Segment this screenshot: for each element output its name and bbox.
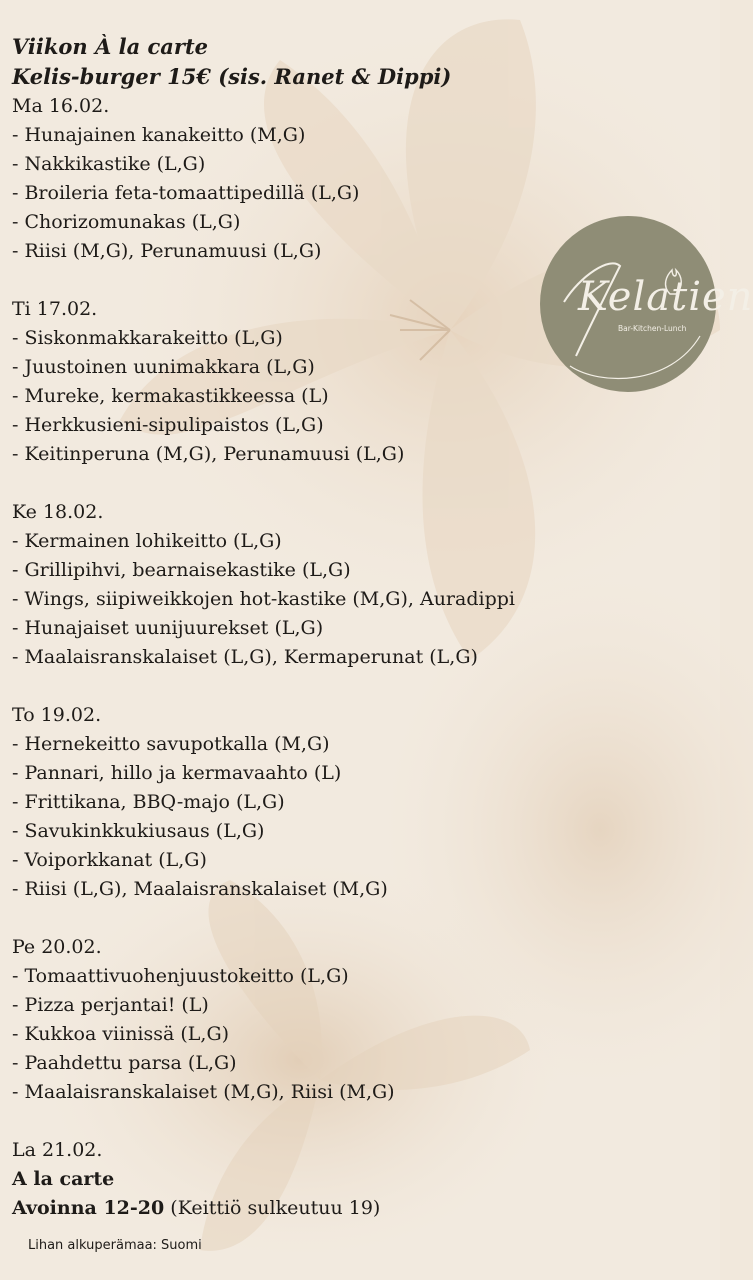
- menu-item: - Voiporkkanat (L,G): [12, 849, 207, 871]
- menu-item: - Maalaisranskalaiset (M,G), Riisi (M,G): [12, 1081, 395, 1103]
- day-section-saturday: [12, 1136, 712, 1223]
- menu-item: - Siskonmakkarakeitto (L,G): [12, 327, 283, 349]
- menu-content: [12, 32, 712, 1223]
- day-heading: La 21.02.: [12, 1139, 103, 1161]
- logo-wordmark: Kelatien: [578, 274, 753, 320]
- day-heading: Ti 17.02.: [12, 298, 98, 320]
- menu-item: - Tomaattivuohenjuustokeitto (L,G): [12, 965, 349, 987]
- flame-icon: [540, 216, 716, 392]
- restaurant-logo: [540, 216, 753, 392]
- menu-item: - Pizza perjantai! (L): [12, 994, 209, 1016]
- menu-title: Viikon À la carte: [12, 34, 209, 59]
- menu-item: - Kermainen lohikeitto (L,G): [12, 530, 282, 552]
- menu-item: - Hernekeitto savupotkalla (M,G): [12, 733, 330, 755]
- menu-item: - Chorizomunakas (L,G): [12, 211, 241, 233]
- day-section-thursday: [12, 701, 712, 904]
- menu-item: - Nakkikastike (L,G): [12, 153, 206, 175]
- kitchen-closing-note: (Keittiö sulkeutuu 19): [170, 1197, 381, 1219]
- menu-item: - Paahdettu parsa (L,G): [12, 1052, 237, 1074]
- day-section-wednesday: [12, 498, 712, 672]
- menu-item: - Kukkoa viinissä (L,G): [12, 1023, 230, 1045]
- menu-item: - Hunajaiset uunijuurekset (L,G): [12, 617, 324, 639]
- menu-item: - Keitinperuna (M,G), Perunamuusi (L,G): [12, 443, 405, 465]
- menu-item: - Frittikana, BBQ-majo (L,G): [12, 791, 285, 813]
- menu-item: - Savukinkkukiusaus (L,G): [12, 820, 265, 842]
- opening-hours-line: [12, 1194, 712, 1223]
- menu-item: - Herkkusieni-sipulipaistos (L,G): [12, 414, 324, 436]
- menu-item: - Wings, siipiweikkojen hot-kastike (M,G), Auradippi: [12, 588, 515, 610]
- day-heading: Ma 16.02.: [12, 95, 110, 117]
- day-heading: Ke 18.02.: [12, 501, 104, 523]
- burger-offer: Kelis-burger 15€ (sis. Ranet & Dippi): [12, 64, 452, 89]
- day-heading: To 19.02.: [12, 704, 102, 726]
- menu-item: - Grillipihvi, bearnaisekastike (L,G): [12, 559, 351, 581]
- menu-item: - Riisi (M,G), Perunamuusi (L,G): [12, 240, 322, 262]
- menu-item: - Pannari, hillo ja kermavaahto (L): [12, 762, 342, 784]
- menu-item: - Broileria feta-tomaattipedillä (L,G): [12, 182, 360, 204]
- opening-hours: Avoinna 12-20: [12, 1197, 165, 1219]
- saturday-menu: A la carte: [12, 1168, 115, 1190]
- meat-origin-note: Lihan alkuperämaa: Suomi: [28, 1238, 202, 1253]
- menu-item: - Riisi (L,G), Maalaisranskalaiset (M,G): [12, 878, 388, 900]
- logo-subtitle: Bar-Kitchen-Lunch: [618, 324, 687, 333]
- menu-item: - Maalaisranskalaiset (L,G), Kermaperunat (L,G): [12, 646, 478, 668]
- menu-item: - Mureke, kermakastikkeessa (L): [12, 385, 329, 407]
- menu-item: - Juustoinen uunimakkara (L,G): [12, 356, 315, 378]
- day-section-friday: [12, 933, 712, 1107]
- menu-item: - Hunajainen kanakeitto (M,G): [12, 124, 306, 146]
- day-heading: Pe 20.02.: [12, 936, 102, 958]
